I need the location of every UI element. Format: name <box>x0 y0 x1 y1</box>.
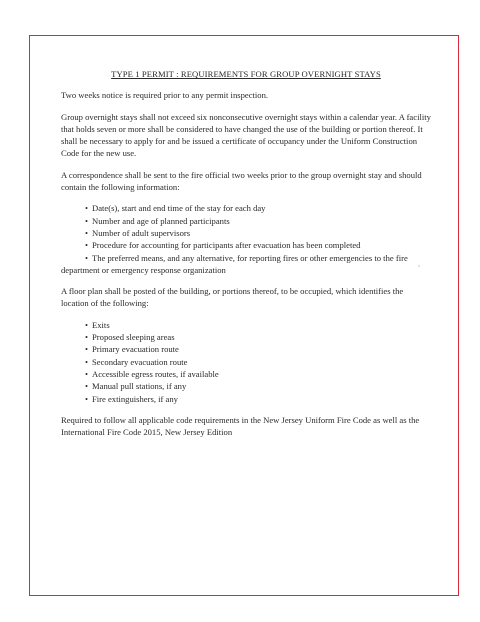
document-body <box>61 68 431 447</box>
bullet-icon: • <box>85 227 89 238</box>
bullet-icon: • <box>85 381 89 392</box>
bullet-icon: • <box>85 319 89 330</box>
correspondence-list <box>61 202 431 276</box>
bullet-icon: • <box>85 215 89 226</box>
list-item: • Accessible egress routes, if available <box>85 368 219 379</box>
list-item: • Exits <box>85 319 110 330</box>
bullet-icon: • <box>85 344 89 355</box>
paragraph-correspondence: A correspondence shall be sent to the fire official two weeks prior to the group overnight stay and should contain the following information: <box>61 169 422 193</box>
bullet-icon: • <box>85 332 89 343</box>
bullet-icon: • <box>85 368 89 379</box>
bullet-icon: • <box>85 240 89 251</box>
list-item: • The preferred means, and any alternative, for reporting fires or other emergencies to the fire department or emergency response organization <box>61 252 408 275</box>
bullet-icon: • <box>85 252 89 263</box>
list-item: • Manual pull stations, if any <box>85 381 187 392</box>
list-item: • Number and age of planned participants <box>85 215 230 226</box>
floor-plan-list <box>61 319 431 405</box>
list-item: • Number of adult supervisors <box>85 227 191 238</box>
paragraph-notice: Two weeks notice is required prior to any permit inspection. <box>61 90 269 101</box>
list-item: • Procedure for accounting for participants after evacuation has been completed <box>85 240 361 251</box>
bullet-icon: • <box>85 356 89 367</box>
list-item: • Secondary evacuation route <box>85 356 188 367</box>
list-item: • Primary evacuation route <box>85 344 179 355</box>
list-item: • Fire extinguishers, if any <box>85 393 178 404</box>
bullet-icon: • <box>85 393 89 404</box>
paragraph-floor-plan: A floor plan shall be posted of the building, or portions thereof, to be occupied, which identifies the location of the following: <box>61 286 404 309</box>
paragraph-code-requirements: Required to follow all applicable code requirements in the New Jersey Uniform Fire Code as well as the International Fire Code 2015, New Jersey Edition <box>61 414 420 438</box>
bullet-icon: • <box>85 203 89 214</box>
paragraph-overnight-limit: Group overnight stays shall not exceed six nonconsecutive overnight stays within a calendar year. A facility that holds seven or more shall be considered to have changed the use of the building or portion thereof. It shall be necessary to apply for and be issued a certificate of occupancy under the Uniform Construction Code for the new use. <box>61 111 431 159</box>
list-item: • Proposed sleeping areas <box>85 332 175 343</box>
list-item: • Date(s), start and end time of the stay for each day <box>85 203 266 214</box>
document-title: TYPE 1 PERMIT : REQUIREMENTS FOR GROUP OVERNIGHT STAYS <box>111 69 381 79</box>
